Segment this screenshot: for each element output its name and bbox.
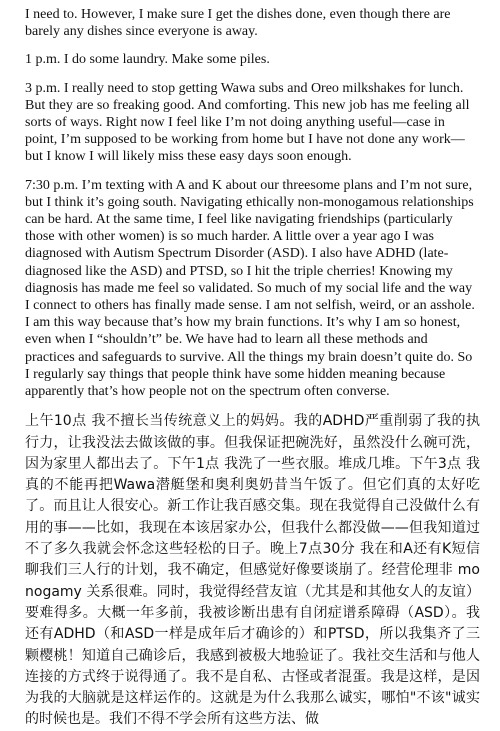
english-paragraph-dishes: I need to. However, I make sure I get the dishes done, even though there are barely any dishes since everyone is away. <box>25 7 451 40</box>
english-paragraph-evening: 7:30 p.m. I’m texting with A and K about our threesome plans and I’m not sure, but I think it’s going south. Navigating ethically non-monogamous relationships can be hard. At the same time, I feel like navigating friendships (particularly those with other women) is so much harder. A little over a year ago I was diagnosed with Autism Spectrum Disorder (ASD). I also have ADHD (late-diagnosed like the ASD) and PTSD, so I hit the triple cherries! Knowing my diagnosis has made me feel so validated. So much of my social life and the way I connect to others has finally made sense. I am not selfish, weird, or an asshole. I am this way because that’s how my brain functions. It’s why I am so honest, even when I “shouldn’t” be. We have had to learn all these methods and practices and safeguards to survive. All the things my brain doesn’t quite do. So I regularly say things that people think have some hidden meaning because apparently that’s how people not on the spectrum often converse. <box>25 177 475 400</box>
english-paragraph-laundry: 1 p.m. I do some laundry. Make some piles. <box>25 52 270 68</box>
chinese-translation-paragraph: 上午10点 我不擅长当传统意义上的妈妈。我的ADHD严重削弱了我的执行力，让我没法去做该做的事。但我保证把碗洗好，虽然没什么碗可洗，因为家里人都出去了。下午1点 我洗了一些衣服。堆成几堆。下午3点 我真的不能再把Wawa潜艇堡和奥利奥奶昔当午饭了。但它们真的太好吃了。而且让人很安心。新工作让我百感交集。现在我觉得自己没做什么有用的事——比如，我现在本该居家办公，但我什么都没做——但我知道过不了多久我就会怀念这些轻松的日子。晚上7点30分 我在和A还有K短信聊我们三人行的计划，我不确定，但感觉好像要谈崩了。经营伦理非 monogamy 关系很难。同时，我觉得经营友谊（尤其是和其他女人的友谊）要难得多。大概一年多前，我被诊断出患有自闭症谱系障碍（ASD）。我还有ADHD（和ASD一样是成年后才确诊的）和PTSD，所以我集齐了三颗樱桃！知道自己确诊后，我感到被极大地验证了。我社交生活和与他人连接的方式终于说得通了。我不是自私、古怪或者混蛋。我是这样，是因为我的大脑就是这样运作的。这就是为什么我那么诚实，哪怕"不该"诚实的时候也是。我们不得不学会所有这些方法、做 <box>25 413 480 728</box>
english-paragraph-lunch: 3 p.m. I really need to stop getting Wawa subs and Oreo milkshakes for lunch. But they are so freaking good. And comforting. This new job has me feeling all sorts of ways. Right now I feel like I’m not doing anything useful—case in point, I’m supposed to be working from home but I have not done any work—but I know I will likely miss these easy days soon enough. <box>25 80 470 165</box>
